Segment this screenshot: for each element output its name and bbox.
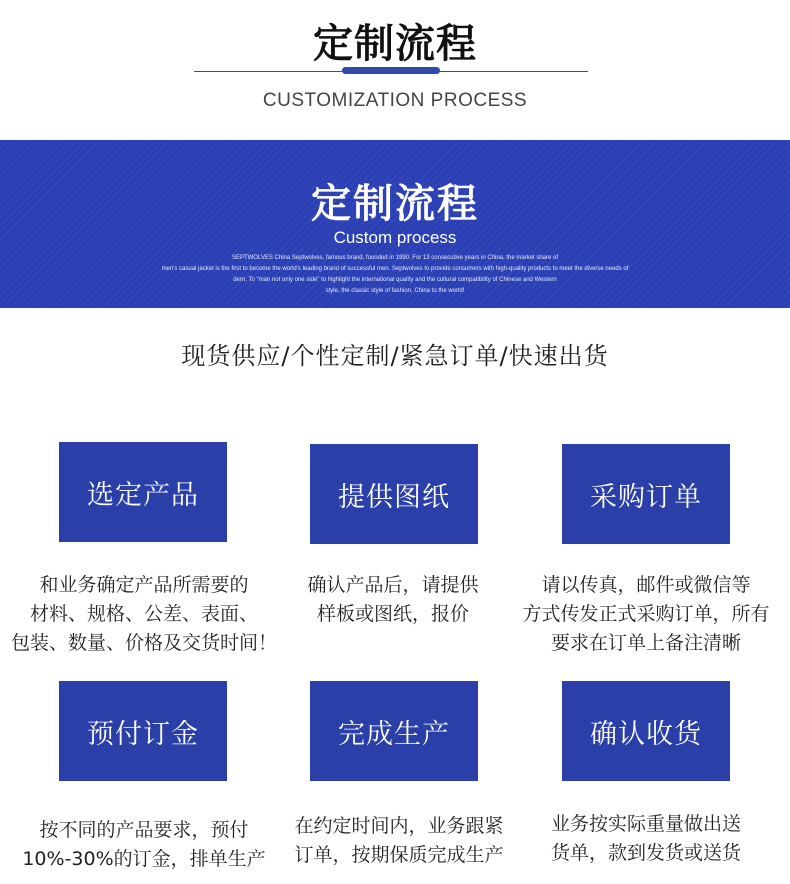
banner-description-line: style, the classic style of fashion, China to the world!	[325, 288, 465, 294]
desc-line: 样板或图纸，报价	[316, 603, 469, 625]
banner-description-line: dern. To "man not only one side" to highlight the international quality and the cultural compatibility of Chinese and Western	[233, 277, 557, 283]
desc-line: 确认产品后，请提供	[307, 574, 479, 596]
step-select-product: 选定产品	[59, 442, 227, 542]
step-confirm-receipt: 确认收货	[562, 681, 730, 781]
page-subtitle: CUSTOMIZATION PROCESS	[262, 90, 528, 111]
step-purchase-order: 采购订单	[562, 444, 730, 544]
desc-line: 和业务确定产品所需要的	[39, 574, 249, 596]
step-confirm-receipt-desc	[506, 810, 786, 868]
desc-line: 方式传发正式采购订单，所有	[522, 603, 770, 625]
desc-line: 货单，款到发货或送货	[550, 842, 741, 864]
step-deposit-desc	[4, 816, 284, 874]
step-purchase-order-desc	[506, 571, 786, 658]
banner-subtitle: Custom process	[333, 228, 457, 247]
desc-line: 在约定时间内，业务跟紧	[294, 815, 504, 837]
header-accent-bar	[342, 67, 440, 74]
banner	[0, 140, 790, 308]
desc-line: 要求在订单上备注清晰	[550, 632, 741, 654]
desc-line: 业务按实际重量做出送	[550, 813, 741, 835]
step-provide-drawings: 提供图纸	[310, 444, 478, 544]
desc-line: 订单，按期保质完成生产	[294, 844, 504, 866]
banner-description-line: men's casual jacket is the first to become the world's leading brand of successful men. Septwolves to provide consumers with high-quality products to meet the diverse needs of	[161, 266, 629, 272]
step-complete-production-desc	[259, 812, 539, 870]
desc-line: 10%-30%的订金，排单生产	[22, 848, 266, 870]
page-title: 定制流程	[313, 21, 477, 67]
banner-description	[150, 253, 640, 297]
banner-description-line: SEPTWOLVES China Septwolves, famous brand, founded in 1990. For 13 consecutive years in China, the market share of	[231, 255, 559, 261]
desc-line: 按不同的产品要求，预付	[39, 819, 249, 841]
step-provide-drawings-desc	[253, 571, 533, 629]
service-tagline: 现货供应/个性定制/紧急订单/快速出货	[181, 342, 609, 370]
banner-title: 定制流程	[311, 181, 479, 227]
desc-line: 材料、规格、公差、表面、	[29, 603, 258, 625]
desc-line: 请以传真，邮件或微信等	[541, 574, 751, 596]
step-select-product-desc	[4, 571, 284, 658]
step-deposit: 预付订金	[59, 681, 227, 781]
desc-line: 包装、数量、价格及交货时间！	[10, 632, 277, 654]
step-complete-production: 完成生产	[310, 681, 478, 781]
